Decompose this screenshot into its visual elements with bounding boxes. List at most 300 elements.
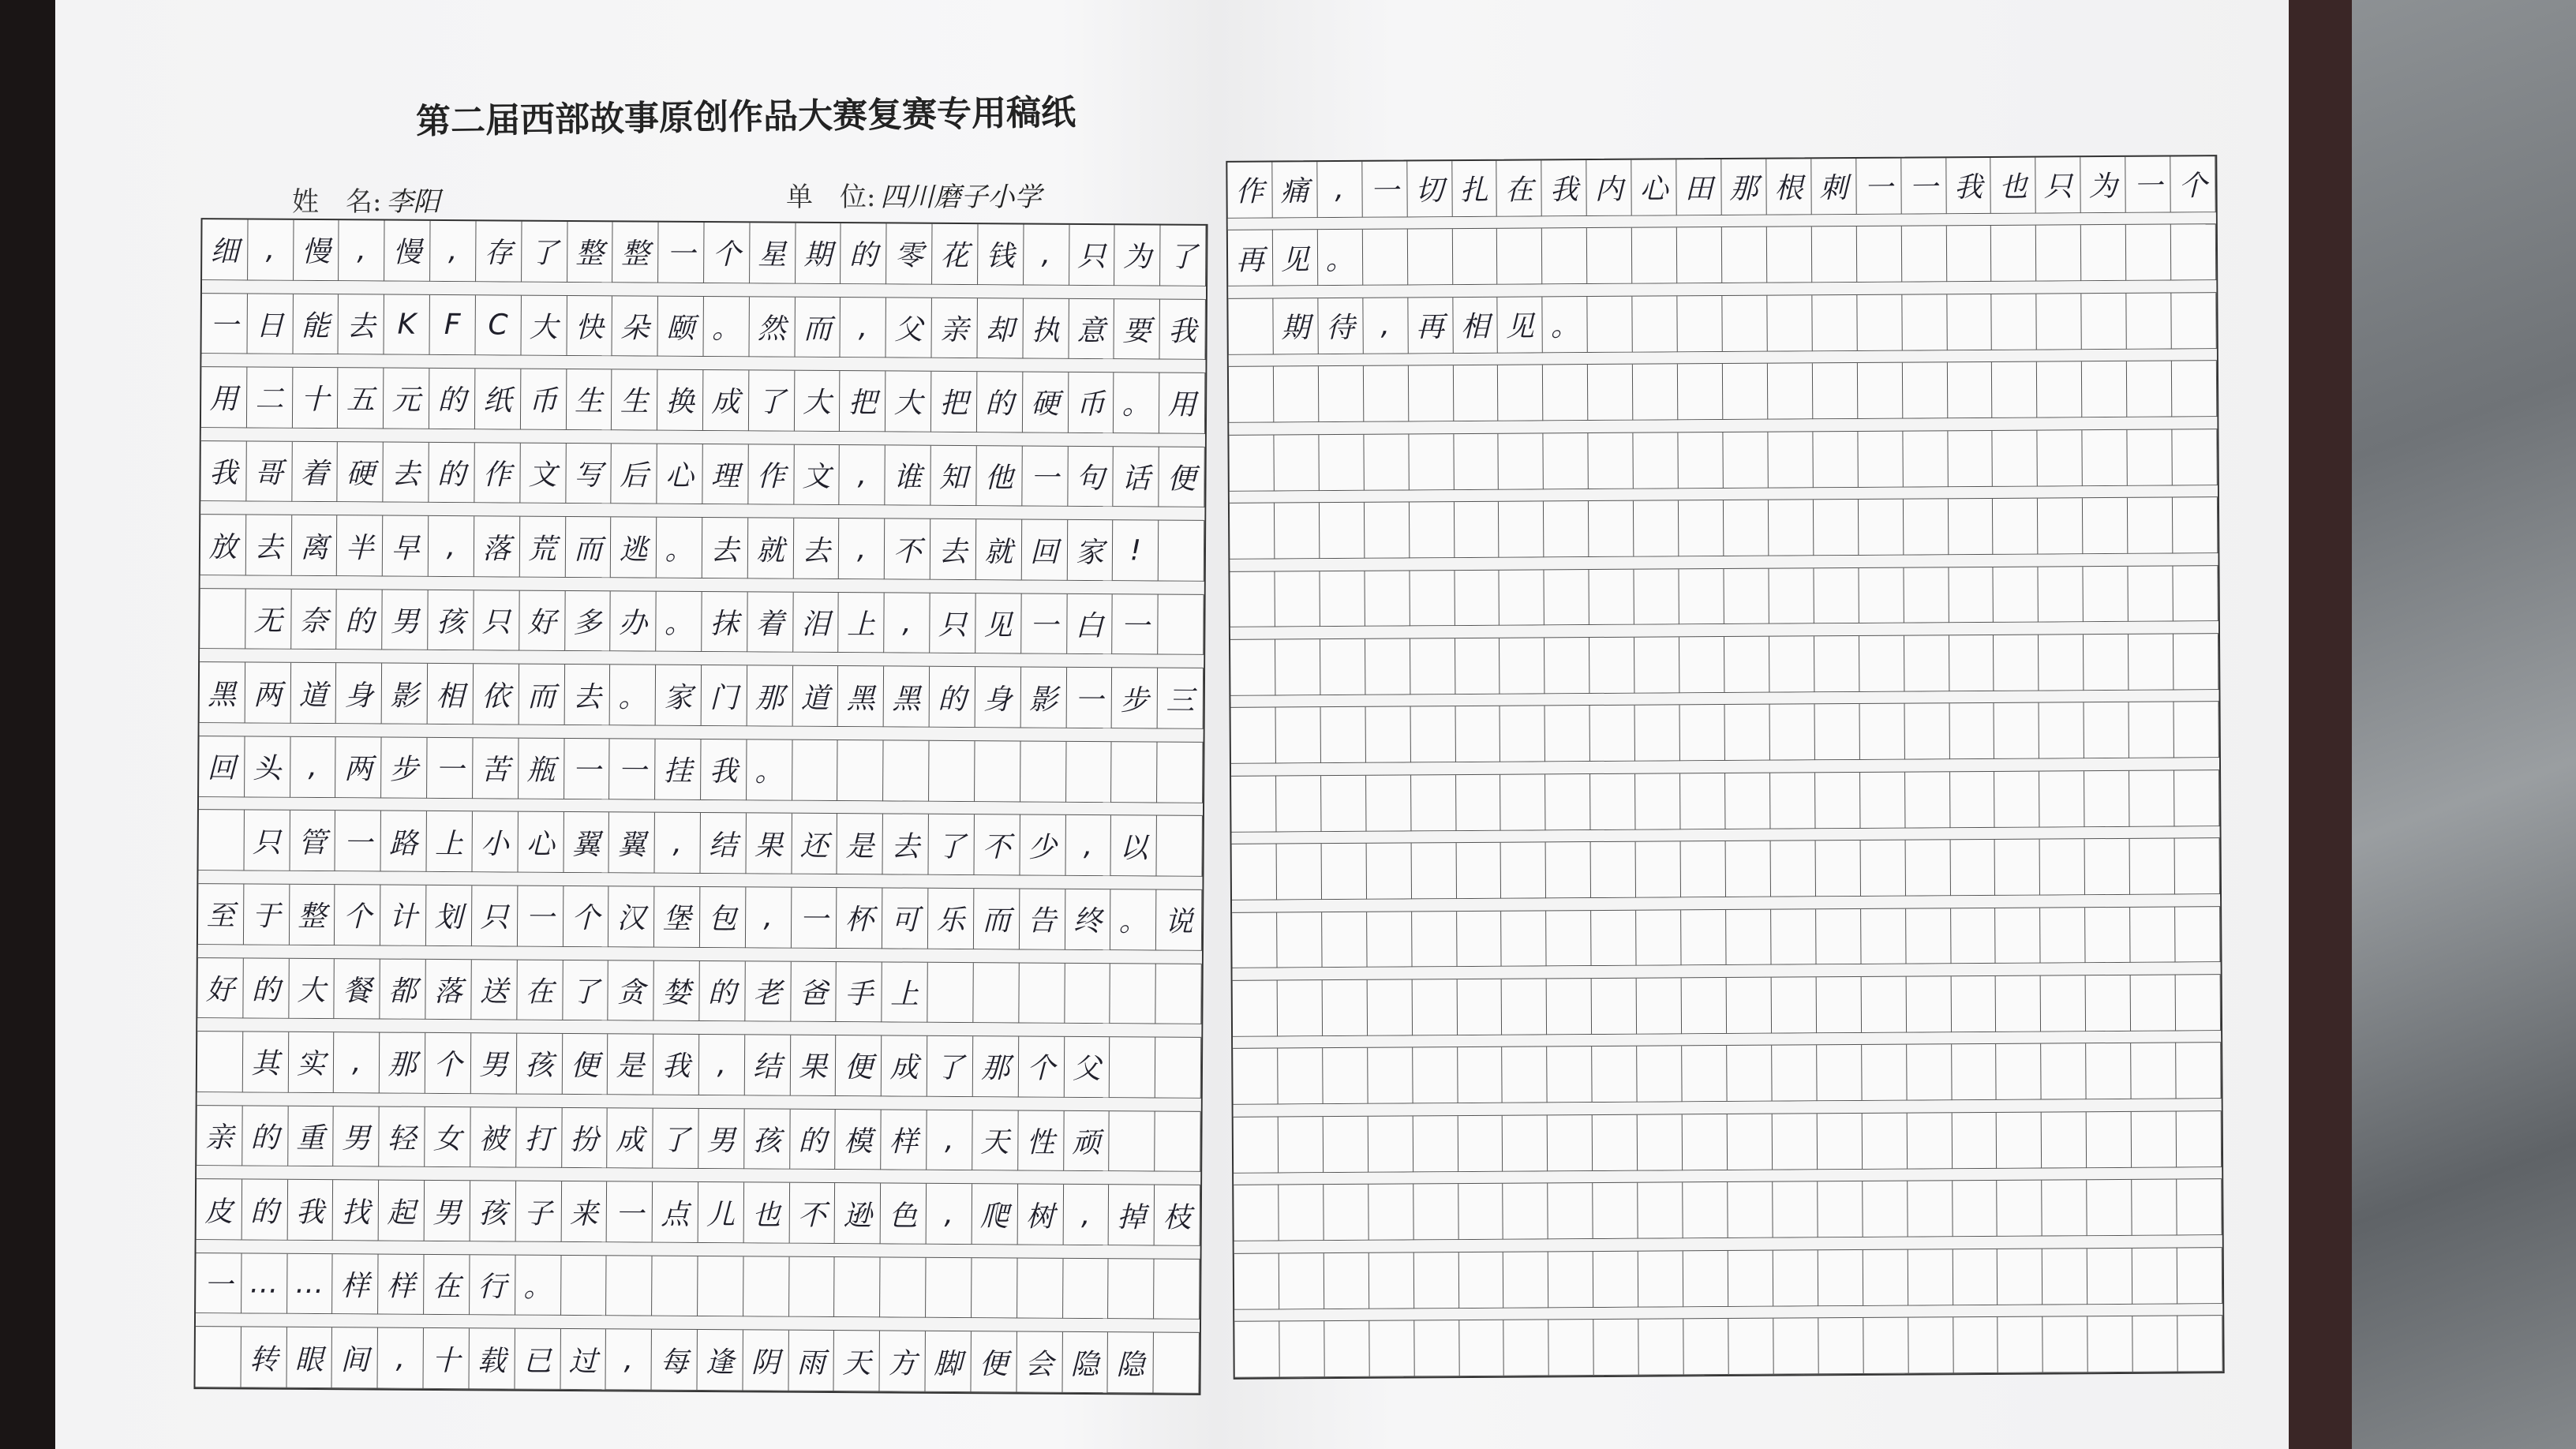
- grid-cell: 影: [1020, 668, 1066, 728]
- grid-cell: 作: [1227, 162, 1272, 218]
- grid-cell: [1904, 704, 1949, 760]
- grid-cell: [1591, 910, 1636, 966]
- grid-cell: 了: [929, 814, 975, 875]
- grid-cell: [2176, 1043, 2221, 1099]
- grid-cell: [1813, 363, 1858, 419]
- grid-cell: 只: [244, 811, 290, 871]
- grid-cell: 大: [795, 371, 841, 432]
- grid-cell: [972, 1258, 1017, 1319]
- grid-cell: [1279, 1185, 1324, 1241]
- grid-cell: 落: [425, 959, 471, 1020]
- grid-cell: [1680, 773, 1725, 829]
- grid-cell: [2041, 975, 2086, 1032]
- grid-cell: 一: [658, 223, 704, 283]
- grid-cell: 颐: [658, 296, 704, 357]
- grid-cell: 说: [1156, 890, 1202, 951]
- grid-cell: [1635, 773, 1680, 829]
- grid-cell: 孩: [516, 1034, 562, 1095]
- grid-cell: 整: [612, 222, 658, 283]
- grid-cell: [1365, 707, 1410, 763]
- grid-cell: [1589, 501, 1634, 557]
- grid-cell: [198, 811, 244, 871]
- grid-cell: 脚: [926, 1331, 972, 1392]
- grid-cell: 亲: [197, 1106, 242, 1166]
- grid-cell: [1863, 1318, 1908, 1374]
- grid-cell: 硬: [338, 442, 384, 503]
- manuscript-grid-right: [1226, 155, 2224, 1380]
- grid-cell: [1365, 503, 1410, 559]
- grid-cell: [1993, 499, 2038, 555]
- grid-cell: 男: [425, 1181, 470, 1241]
- grid-cell: [2177, 1111, 2222, 1167]
- grid-cell: 星: [750, 223, 796, 283]
- grid-cell: 会: [1017, 1332, 1062, 1393]
- grid-cell: [2132, 1248, 2177, 1304]
- grid-cell: 期: [1273, 298, 1318, 354]
- grid-cell: [1319, 366, 1364, 422]
- grid-cell: [1453, 365, 1498, 421]
- grid-cell: 内: [1587, 160, 1632, 216]
- grid-cell: [1411, 843, 1456, 899]
- grid-cell: [2128, 429, 2173, 485]
- grid-cell: 着: [747, 592, 793, 653]
- grid-cell: [2174, 634, 2218, 690]
- grid-cell: 黑: [884, 667, 930, 728]
- grid-cell: 去: [702, 518, 748, 578]
- grid-cell: 三: [1158, 668, 1204, 729]
- grid-cell: [2175, 838, 2220, 894]
- grid-cell: [1500, 570, 1544, 626]
- grid-cell: 去: [339, 294, 384, 355]
- grid-cell: [1232, 844, 1277, 900]
- grid-cell: 于: [244, 884, 290, 945]
- grid-cell: [1019, 963, 1065, 1024]
- grid-cell: 个: [1018, 1037, 1064, 1098]
- grid-cell: 二: [247, 368, 293, 429]
- grid-cell: [200, 589, 245, 650]
- grid-cell: 抹: [702, 592, 747, 653]
- grid-cell: 色: [881, 1184, 927, 1245]
- grid-cell: [2042, 1181, 2087, 1237]
- grid-cell: 我: [287, 1180, 333, 1241]
- grid-cell: [1861, 908, 1906, 964]
- grid-cell: [2085, 907, 2130, 963]
- grid-cell: [1591, 842, 1636, 898]
- grid-cell: [1816, 909, 1861, 965]
- grid-cell: 朵: [612, 296, 658, 357]
- grid-cell: [2039, 635, 2084, 691]
- grid-cell: [1951, 908, 1996, 964]
- grid-cell: 翼: [609, 813, 655, 874]
- grid-cell: [1322, 912, 1367, 968]
- grid-cell: 步: [1112, 668, 1158, 728]
- grid-cell: [1229, 367, 1274, 423]
- grid-cell: [2085, 839, 2130, 895]
- grid-cell: [1681, 841, 1726, 897]
- grid-cell: [1593, 1115, 1638, 1171]
- grid-cell: [1413, 1252, 1458, 1309]
- grid-cell: 花: [932, 224, 978, 285]
- grid-cell: 爸: [791, 961, 837, 1022]
- grid-cell: [1588, 365, 1633, 421]
- grid-cell: [1995, 840, 2040, 896]
- grid-cell: [1769, 636, 1814, 692]
- grid-cell: 成: [882, 1036, 927, 1097]
- grid-cell: [2128, 498, 2173, 554]
- grid-cell: [1994, 567, 2039, 623]
- grid-cell: [1278, 1049, 1323, 1105]
- grid-cell: [1274, 366, 1319, 422]
- grid-cell: [1320, 707, 1365, 763]
- grid-cell: [1680, 705, 1725, 761]
- grid-cell: 一: [335, 811, 381, 872]
- grid-cell: [2038, 498, 2083, 554]
- grid-cell: [1953, 1317, 1998, 1373]
- grid-cell: 了: [522, 222, 567, 283]
- grid-cell: 五: [338, 368, 384, 429]
- grid-cell: 去: [883, 814, 929, 875]
- grid-cell: [1366, 775, 1411, 831]
- grid-cell: [1324, 1117, 1368, 1173]
- grid-cell: [1994, 703, 2039, 759]
- grid-cell: [1155, 964, 1201, 1024]
- grid-cell: 。: [515, 1255, 561, 1316]
- grid-cell: 是: [608, 1034, 653, 1095]
- grid-cell: [1234, 1185, 1279, 1241]
- grid-cell: 只: [930, 593, 975, 654]
- grid-cell: [1368, 1252, 1413, 1309]
- grid-cell: [1726, 841, 1771, 897]
- grid-cell: 的: [337, 590, 383, 650]
- grid-cell: 去: [930, 519, 976, 580]
- grid-cell: [743, 1256, 789, 1317]
- grid-cell: [1368, 1185, 1413, 1241]
- grid-cell: ,: [1317, 162, 1362, 218]
- grid-cell: [1816, 977, 1861, 1033]
- grid-cell: [2126, 225, 2171, 281]
- grid-cell: 行: [470, 1255, 515, 1316]
- grid-cell: 上: [839, 593, 885, 653]
- grid-cell: 性: [1018, 1110, 1064, 1171]
- grid-cell: [2177, 1248, 2222, 1304]
- grid-cell: 家: [656, 665, 702, 726]
- grid-cell: [1544, 570, 1589, 626]
- grid-cell: [1772, 977, 1817, 1033]
- grid-cell: [1234, 1117, 1279, 1173]
- grid-cell: [1773, 1114, 1818, 1170]
- grid-cell: [1499, 501, 1544, 557]
- grid-cell: ,: [606, 1330, 652, 1391]
- grid-cell: [1503, 1047, 1548, 1103]
- grid-cell: [1812, 295, 1857, 351]
- grid-cell: 已: [515, 1329, 560, 1390]
- wooden-frame-edge: [2281, 0, 2360, 1449]
- grid-cell: [1587, 228, 1632, 284]
- grid-cell: [2081, 225, 2126, 281]
- grid-cell: [1857, 294, 1902, 350]
- grid-cell: 皮: [197, 1179, 242, 1240]
- grid-cell: …: [287, 1254, 333, 1315]
- grid-cell: 作: [474, 443, 520, 504]
- unit-value: 四川磨子小学: [880, 182, 1042, 213]
- grid-cell: 在: [424, 1255, 470, 1316]
- grid-cell: [1722, 295, 1767, 351]
- grid-cell: 一: [564, 739, 610, 799]
- grid-cell: 间: [332, 1327, 378, 1388]
- grid-cell: [1457, 911, 1502, 967]
- grid-cell: [1274, 435, 1319, 491]
- grid-cell: [1814, 704, 1859, 760]
- grid-cell: [1017, 1258, 1063, 1319]
- grid-cell: 痛: [1272, 162, 1317, 218]
- grid-cell: 慢: [384, 221, 430, 282]
- grid-cell: 的: [790, 1109, 836, 1170]
- grid-cell: [1232, 912, 1277, 968]
- grid-cell: [1320, 503, 1365, 559]
- grid-cell: [1677, 296, 1722, 352]
- grid-cell: [2084, 566, 2129, 622]
- grid-cell: [197, 1032, 243, 1092]
- grid-cell: 过: [560, 1329, 606, 1390]
- grid-cell: 包: [700, 887, 746, 948]
- grid-cell: [1110, 964, 1156, 1024]
- grid-cell: 枝: [1155, 1185, 1200, 1246]
- grid-cell: [606, 1256, 652, 1316]
- grid-cell: 家: [1067, 520, 1113, 581]
- grid-cell: [1414, 1320, 1459, 1376]
- grid-cell: [1678, 364, 1723, 420]
- grid-cell: ,: [655, 813, 701, 874]
- grid-cell: [1324, 1185, 1368, 1241]
- grid-cell: [1110, 1111, 1155, 1172]
- grid-cell: [1813, 432, 1858, 488]
- grid-cell: [1728, 1250, 1773, 1306]
- grid-cell: 心: [657, 444, 703, 504]
- grid-cell: 路: [381, 811, 427, 872]
- grid-cell: [1770, 773, 1815, 829]
- grid-cell: [1544, 638, 1589, 694]
- grid-cell: [2038, 430, 2083, 486]
- grid-cell: [1363, 230, 1408, 286]
- grid-cell: [1276, 776, 1321, 832]
- grid-cell: [1155, 1038, 1201, 1099]
- grid-cell: [1322, 980, 1367, 1036]
- grid-cell: 把: [931, 372, 977, 432]
- grid-cell: [1411, 775, 1456, 831]
- grid-cell: [1545, 774, 1590, 830]
- grid-cell: 载: [469, 1329, 515, 1390]
- grid-cell: [1497, 229, 1542, 285]
- grid-cell: [1818, 1250, 1863, 1306]
- grid-cell: ,: [248, 219, 294, 280]
- grid-cell: 上: [427, 811, 473, 872]
- grid-cell: 起: [379, 1181, 425, 1241]
- grid-cell: 我: [701, 739, 747, 800]
- grid-cell: [2086, 975, 2131, 1032]
- grid-cell: [1409, 365, 1454, 421]
- grid-cell: [1230, 571, 1275, 627]
- grid-cell: [2176, 975, 2221, 1031]
- grid-cell: [2130, 907, 2175, 963]
- grid-cell: [2171, 225, 2216, 281]
- grid-cell: [195, 1327, 241, 1387]
- grid-cell: [1410, 502, 1455, 558]
- grid-cell: ,: [884, 593, 930, 653]
- grid-cell: [2042, 1044, 2087, 1100]
- grid-cell: [1452, 229, 1497, 285]
- grid-cell: [1110, 1037, 1155, 1098]
- grid-cell: K: [384, 294, 430, 355]
- grid-cell: [1727, 978, 1772, 1034]
- grid-cell: [1547, 979, 1592, 1035]
- grid-cell: [1904, 567, 1949, 623]
- grid-cell: [1277, 912, 1322, 968]
- grid-cell: [2173, 497, 2218, 553]
- grid-cell: 杯: [837, 888, 882, 949]
- grid-cell: [1548, 1252, 1593, 1308]
- grid-cell: [1066, 742, 1112, 803]
- grid-cell: [2040, 908, 2085, 964]
- grid-cell: [1548, 1183, 1593, 1239]
- grid-cell: [2088, 1316, 2133, 1372]
- grid-cell: 的: [242, 1180, 287, 1241]
- grid-cell: [2175, 907, 2220, 963]
- grid-cell: 而: [974, 889, 1020, 949]
- manuscript-grid-left: [193, 218, 1208, 1395]
- grid-cell: [1458, 1184, 1503, 1240]
- grid-cell: [1992, 294, 2037, 350]
- grid-cell: [1953, 1181, 1998, 1237]
- grid-cell: 泪: [793, 592, 839, 653]
- grid-cell: 相: [428, 664, 474, 724]
- grid-cell: [1590, 706, 1635, 762]
- grid-cell: 爬: [972, 1184, 1018, 1245]
- grid-cell: [1638, 1251, 1683, 1307]
- grid-cell: 乐: [928, 889, 974, 949]
- grid-cell: [1725, 705, 1770, 761]
- grid-cell: 女: [425, 1107, 470, 1168]
- grid-cell: 个: [704, 223, 750, 283]
- grid-cell: 汉: [608, 886, 654, 947]
- grid-cell: 办: [611, 591, 657, 652]
- grid-cell: [2083, 498, 2128, 554]
- grid-cell: [1548, 1047, 1593, 1103]
- grid-cell: [1683, 1114, 1728, 1170]
- grid-cell: [1993, 430, 2038, 486]
- name-value: 李阳: [386, 186, 440, 218]
- grid-cell: [1946, 226, 1991, 282]
- grid-cell: 了: [563, 960, 608, 1020]
- grid-cell: 婪: [654, 960, 700, 1021]
- grid-cell: [1319, 434, 1364, 490]
- grid-cell: 影: [382, 664, 428, 724]
- grid-cell: [1279, 1253, 1324, 1309]
- grid-cell: [1501, 843, 1546, 899]
- grid-cell: 每: [652, 1330, 698, 1391]
- grid-cell: [1278, 980, 1323, 1036]
- grid-cell: 也: [1991, 158, 2036, 214]
- grid-cell: 两: [336, 737, 382, 798]
- grid-cell: [1947, 294, 1992, 350]
- grid-cell: 只: [2036, 157, 2081, 213]
- grid-cell: 道: [290, 663, 336, 724]
- grid-cell: 一: [1901, 158, 1946, 214]
- grid-cell: 逊: [835, 1183, 881, 1244]
- grid-cell: 币: [1068, 373, 1114, 433]
- grid-cell: ,: [840, 445, 886, 506]
- grid-cell: 我: [1542, 160, 1587, 216]
- grid-cell: C: [475, 295, 521, 356]
- grid-cell: 奈: [291, 590, 337, 650]
- grid-cell: [2177, 1316, 2222, 1372]
- grid-cell: 划: [426, 886, 472, 946]
- grid-cell: [1593, 1251, 1638, 1307]
- grid-cell: [1862, 1113, 1907, 1169]
- grid-cell: [1772, 1046, 1817, 1102]
- grid-cell: 上: [882, 962, 928, 1023]
- grid-cell: 我: [1160, 299, 1206, 360]
- grid-cell: [1907, 1045, 1952, 1101]
- grid-cell: [1997, 1044, 2042, 1100]
- grid-cell: [973, 963, 1019, 1024]
- grid-cell: 日: [247, 294, 293, 354]
- grid-cell: 见: [975, 593, 1021, 654]
- grid-cell: [2172, 361, 2217, 417]
- grid-cell: 个: [425, 1033, 471, 1094]
- grid-cell: 扎: [1452, 161, 1497, 217]
- grid-cell: [929, 741, 975, 802]
- grid-cell: 一: [1021, 593, 1067, 654]
- grid-cell: 了: [927, 1036, 973, 1097]
- grid-cell: [1320, 639, 1365, 695]
- grid-cell: [2132, 1180, 2177, 1236]
- grid-cell: 一: [1066, 668, 1112, 728]
- grid-cell: [2129, 634, 2174, 690]
- grid-cell: [1364, 434, 1409, 490]
- name-field: [292, 180, 440, 219]
- grid-cell: 轻: [379, 1106, 425, 1167]
- grid-cell: 话: [1114, 447, 1159, 507]
- grid-cell: 慢: [294, 220, 339, 281]
- grid-cell: 的: [429, 369, 475, 429]
- grid-cell: 挂: [655, 739, 701, 800]
- grid-cell: [2087, 1180, 2132, 1236]
- grid-cell: 模: [836, 1110, 882, 1170]
- grid-cell: [1903, 431, 1948, 487]
- grid-cell: 便: [562, 1034, 608, 1095]
- grid-cell: 意: [1069, 298, 1114, 359]
- grid-cell: 阴: [743, 1331, 788, 1391]
- grid-cell: 切: [1407, 161, 1452, 217]
- grid-cell: 果: [746, 814, 792, 874]
- grid-cell: [1231, 776, 1276, 832]
- grid-cell: 。: [1114, 373, 1159, 433]
- grid-cell: [1994, 635, 2039, 691]
- grid-cell: 两: [245, 663, 290, 724]
- grid-cell: [1904, 635, 1949, 691]
- grid-cell: 去: [246, 515, 292, 576]
- grid-cell: [1368, 1116, 1413, 1172]
- grid-cell: 便: [971, 1331, 1017, 1392]
- grid-cell: [1589, 432, 1634, 489]
- grid-cell: 大: [521, 295, 567, 356]
- grid-cell: [1157, 816, 1203, 877]
- grid-cell: [1768, 432, 1813, 488]
- grid-cell: [1859, 500, 1904, 556]
- grid-cell: [1908, 1317, 1953, 1373]
- grid-cell: [1637, 978, 1682, 1034]
- grid-cell: [1817, 1045, 1862, 1101]
